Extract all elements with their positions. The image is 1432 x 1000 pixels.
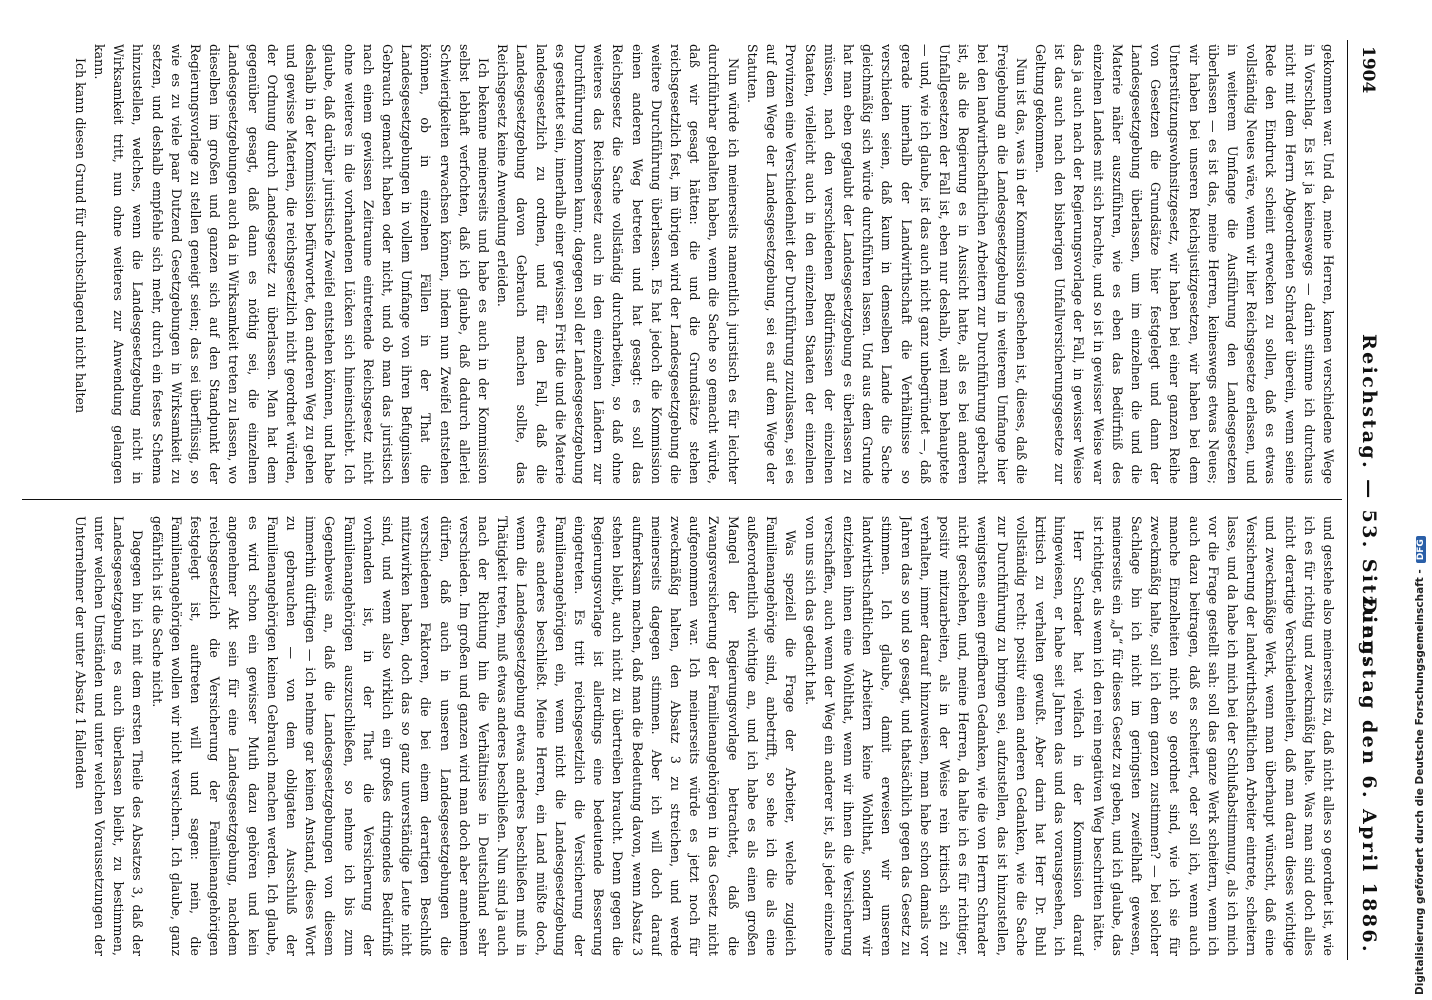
dfg-logo: DFG bbox=[1416, 536, 1426, 563]
session-title: Reichstag. — 53. Sitzung. bbox=[1358, 333, 1380, 667]
paragraph: Herr Schrader hat vielfach in der Kommission darauf hingewiesen, er habe seit Jahren das und das vorausgesehen, ich kritisch zu verhalten gewußt. Aber darin hat Herr Dr. Buhl vollständig recht: positiv einen anderen Gedanken, wie die Sache zur Durchführung zu bringen sei, aufzustellen, das ist hinzustellen, wenigstens einen greifbaren Gedanken, wie die von Herrn Schrader nicht geschehen, und, meine Herren, da halte ich es für richtiger, positiv mitzuarbeiten, als in der Weise rein kritisch sich zu verhalten, immer darauf hinzuweisen, man habe schon damals vor Jahren das so und so gesagt, und thatsächlich gegen das Gesetz zu stimmen. Ich glaube, damit erweisen wir unseren landwirthschaftlichen Arbeitern keine Wohlthat, sondern wir entziehen ihnen eine Wohlthat, wenn wir ihnen die Versicherung verschaffen, auch wenn der Weg ein anderer ist, als jeder einzelne von uns sich das gedacht hat. bbox=[802, 516, 1087, 956]
session-date: Dienstag den 6. April 1886. bbox=[1358, 597, 1380, 954]
paragraph: Was speziell die Frage der Arbeiter, welche zugleich Familienangehörige sind, anbetrifft, so sehe ich die als eine außerordentlich wichtige an, und ich habe es als einen großen Mangel der Regierungsvorlage betrachtet, daß die Zwangsversicherung der Familienangehörigen in das Gesetz nicht aufgenommen war. Ich meinerseits würde es jetzt noch für zweckmäßig halten, den Absatz 3 zu streichen, und werde meinerseits dagegen stimmen. Aber ich will doch darauf aufmerksam machen, daß man die Bedeutung davon, wenn Absatz 3 stehen bleibt, auch nicht zu übertreiben braucht. Denn gegen die Regierungsvorlage ist allerdings eine bedeutende Besserung eingetreten. Es tritt reichsgesetzlich die Versicherung der Familienangehörigen ein, wenn nicht die Landesgesetzgebung etwas anderes beschließt. Meine Herren, ein Land müßte doch, wenn die Landesgesetzgebung etwas anderes beschließen muß in Thätigkeit treten, muß etwas anderes beschließen. Nun sind ja auch nach der Richtung hin die Verhältnisse in Deutschland sehr verschieden. Im großen und ganzen wird man doch aber annehmen dürfen, daß auch in unseren Landesgesetzgebungen die verschiedenen Faktoren, die bei einem derartigen Beschluß mitzuwirken haben, doch das so ganz unverständige Leute nicht sind, und wenn also wirklich ein großes dringendes Bedürfniß vorhanden ist, in der That die Versicherung der Familienangehörigen auszuschließen, so nehme ich bis zum Gegenbeweis an, daß die Landesgesetzgebungen von diesem immerhin dürftigen — ich nehme gar keinen Anstand, dieses Wort zu gebrauchen — von dem obligaten Ausschluß der Familienangehörigen keinen Gebrauch machen werden. Ich glaube, es wird schon ein gewisser Muth dazu gehören und kein angenehmer Akt sein für eine Landesgesetzgebung, nachdem reichsgesetzlich die Versicherung der Familienangehörigen festgelegt ist, auftreten will und sagen: nein, die Familienangehörigen wollen wir nicht versichern. Ich glaube, ganz gefährlich ist die Sache nicht. bbox=[149, 516, 799, 956]
page-header bbox=[1347, 40, 1392, 960]
paragraph: Ich bekenne meinerseits und habe es auch in der Kommission selbst lebhaft verfochten, daß ich glaube, daß dadurch allerlei Schwierigkeiten erwachsen können, indem nun Zweifel entstehen können, ob in einzelnen Fällen in der That die Landesgesetzgebungen in vollem Umfange von ihren Befugnissen Gebrauch gemacht haben oder nicht, und ob man das juristisch nach einem gewissen Zeitraume eintretende Reichsgesetz nicht ohne weiteres in die vorhandenen Lücken sich hineinschiebt. Ich glaube, daß darüber juristische Zweifel entstehen können, und habe deshalb in der Kommission befürwortet, den anderen Weg zu gehen und gewisse Materien, die reichsgesetzlich nicht geordnet würden, der Ordnung durch Landesgesetz zu überlassen. Man hat dem gegenüber gesagt, daß dann es nöthig sei, die einzelnen Landesgesetzgebungen auch da in Wirksamkeit treten zu lassen, wo dieselben im großen und ganzen sich auf den Standpunkt der Regierungsvorlage zu stellen geneigt seien; das sei überflüssig, so wie es zu viele paar Dutzend Gesetzgebungen in Wirksamkeit zu setzen, und deshalb empfehle sich mehr, durch ein festes Schema hinzustellen, welches, wenn die Landesgesetzgebung nicht in Wirksamkeit tritt, nun ohne weiteres zur Anwendung gelangen kann. bbox=[92, 44, 492, 484]
paragraph: Nun würde ich meinerseits namentlich juristisch es für leichter durchführbar gehalten haben, wenn die Sache so gemacht würde, daß wir gesagt hätten: die und die Grundsätze stehen reichsgesetzlich fest, im übrigen wird der Landesgesetzgebung die weitere Durchführung überlassen. Es hat jedoch die Kommission einen anderen Weg betreten und hat gesagt: es soll das Reichsgesetz die Sache vollständig durcharbeiten, so daß ohne weiteres das Reichsgesetz auch in den einzelnen Ländern zur Durchführung kommen kann; dagegen soll der Landesgesetzgebung es gestattet sein, innerhalb einer gewissen Frist die und die Materie landesgesetzlich zu ordnen, und für den Fall, daß die Landesgesetzgebung davon Gebrauch machen sollte, das Reichsgesetz keine Anwendung erleiden. bbox=[495, 44, 741, 484]
paragraph: Dagegen bin ich mit dem ersten Theile des Absatzes 3, daß der Landesgesetzgebung es auch überlassen bleibt, zu bestimmen, unter welchen Umständen und unter welchen Voraussetzungen der Unternehmer der unter Absatz 1 fallenden bbox=[72, 516, 146, 956]
column-divider bbox=[22, 499, 1342, 500]
digitization-text: Digitalisierung gefördert durch die Deutsche Forschungsgemeinschaft - bbox=[1414, 569, 1426, 995]
paragraph: Nun ist das, was in der Kommission geschehen ist, dieses, daß die Freigebung an die Landesgesetzgebung in weiterem Umfange hier bei den landwirthschaftlichen Arbeitern zur Durchführung gebracht ist, als die Regierung es in Aussicht hatte, als es bei anderen Unfallgesetzen der Fall ist, eben nur deshalb, weil man behauptete — und, wie ich glaube, ist das auch nicht ganz unbegründet —, daß gerade innerhalb der Landwirthschaft die Verhältnisse so verschieden seien, daß kaum in demselben Lande die Sache gleichmäßig sich würde durchführen lassen. Und aus dem Grunde hat man eben geglaubt der Landesgesetzgebung es überlassen zu müssen, nach den verschiedenen Bedürfnissen der einzelnen Staaten, vielleicht auch in den einzelnen Staaten der einzelnen Provinzen eine Verschiedenheit der Durchführung zuzulassen, sei es auf dem Wege der Landesgesetzgebung, sei es auf dem Wege der Statuten. bbox=[744, 44, 1029, 484]
left-column bbox=[23, 44, 1338, 484]
page-number: 1904 bbox=[1358, 46, 1378, 94]
right-column bbox=[23, 516, 1338, 956]
page-sheet bbox=[12, 40, 1392, 960]
paragraph: gekommen war. Und da, meine Herren, kamen verschiedene Wege in Vorschlag. Es ist ja keineswegs — darin stimme ich durchaus nicht mit dem Herrn Abgeordneten Schrader überein, wenn seine Rede den Eindruck scheint erwecken zu sollen, daß es etwas vollständig Neues wäre, wenn wir hier Reichsgesetze erlassen, und in weiterem Umfange die Ausführung den Landesgesetzen überlassen — es ist das, meine Herren, keineswegs etwas Neues; wir haben bei unseren Reichsjustizgesetzen, wir haben bei dem Unterstützungswohnsitzgesetz, wir haben bei einer ganzen Reihe von Gesetzen die Grundsätze hier festgelegt und dann der Landesgesetzgebung überlassen, um im einzelnen die und die Materie näher auszuführen, wie es eben das Bedürfniß des einzelnen Landes mit sich brachte, und so ist in gewisser Weise war das ja auch nach der Regierungsvorlage der Fall, in gewisser Weise ist das auch nach den bisherigen Unfallversicherungsgesetze zur Geltung gekommen. bbox=[1032, 44, 1336, 484]
digitization-strip bbox=[1412, 0, 1432, 1000]
digitization-notice bbox=[1414, 0, 1430, 995]
paragraph: und gestehe also meinerseits zu, daß nicht alles so geordnet ist, wie ich es für richtig und zweckmäßig halte. Was man sind doch alles nicht derartige Verschiedenheiten, daß man daran dieses wichtige und zweckmäßige Werk, wenn man überhaupt wünscht, daß eine Versicherung der landwirthschaftlichen Arbeiter eintrete, scheitern lasse, und da habe ich mich bei der Schlußabstimmung, als ich mich vor die Frage gestellt sah: soll das ganze Werk scheitern, wenn ich auch dazu beitragen, daß es scheitert, oder soll ich, wenn auch manche Einzelheiten nicht so geordnet sind, wie ich sie für zweckmäßig halte, soll ich dem ganzen zustimmen? — bei solcher Sachlage bin ich nicht im geringsten zweifelhaft gewesen, meinerseits ein „Ja“ für dieses Gesetz zu geben, und ich glaube, das ist richtiger, als wenn ich den rein negativen Weg beschritten hätte. bbox=[1090, 516, 1336, 956]
paragraph: Ich kann diesen Grund für durchschlagend nicht halten bbox=[72, 58, 88, 414]
